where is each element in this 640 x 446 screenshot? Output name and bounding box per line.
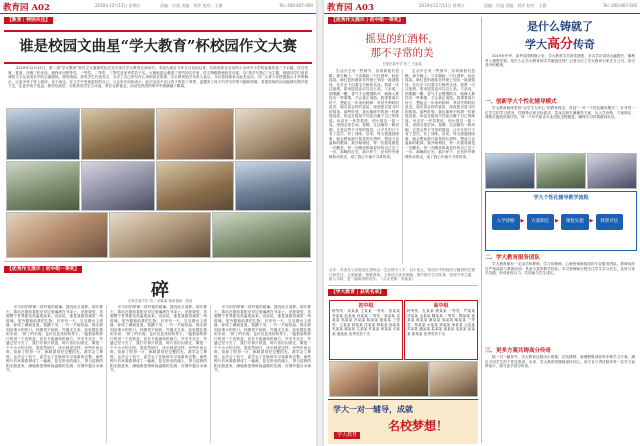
- page-header: [0, 0, 316, 14]
- essay-author: 石家庄某中学 初三 王某某: [382, 62, 422, 66]
- essay-col-1: 年少时的梦像一块玲珑的玻璃，透亮而又易碎。那年夏天，我站在窗前看阳光穿过玻璃洒在书桌上，光影斑驳，仿佛整个世界都变得温柔起来。母亲说，那是我最喜欢的一块玻璃，是外婆留给我的礼物。后来有一天，它从窗台上滑落，碎成了满地星星。我蹲下身，一片一片地捡起，指尖被划出细小的伤口，却感觉不到疼。外婆走过来，轻轻握住我的手说：“碎了的东西，也可以变成别的样子。”她把那些碎片收进一个旧铁盒，放在书架最高的地方。许多年过去，外婆已经不在了，我打开那只铁盒，碎片依旧闪着光，像是一个个小小的太阳。我忽然明白，成长就是这样，有些东西会碎，但碎了的每一片，都映着曾经完整的光。我学会了珍惜，也学会了放下，更学会了在破碎中寻找新的完整。那些碎片后来被我拼成了一幅画，挂在卧室的墙上，每当清晨的阳光照进来，满墙都是细碎而温暖的光斑，仿佛外婆从未离开。: [6, 305, 103, 372]
- essay-title-line-2: 那不寻常的美: [370, 47, 434, 59]
- essay-col-2: 生活中总有一些细节，容易被我们忽略。那天晚上，父亲端起一只红酒杯，轻轻摇晃，暗红色的液体在杯壁上划出一道道弧线，在灯光下闪着宝石般的光泽。我第一次注意到，原来摇晃也可以这么美。父亲说，酒要醒一醒，香气才会慢慢散开，就像人要经历一些事情，才会真正成熟。我望着那只杯子，想起这一年来的种种：考试失利时的沮丧，朋友误会时的委屈，深夜独自复习时的孤单。那些时刻，我也像杯中的酒一样被摇晃着，却也在摇晃中沉淀出属于自己的味道。母亲在一旁笑着说，别小看这一摇一晃，里面全是学问。是啊，生活哪有一帆风顺，正是这些不寻常的摇晃，让平凡的日子有了层次，有了回味。后来，每当我遇到困难，就会想起那只摇晃的红酒杯，想起父亲温和的眼神。我开始相信，每一次摇晃都是一次醒来，每一次醒来都离更好的自己近了一步。那晚的灯光，那只杯子，还有杯中缓缓转动的光，成了我心中最不寻常的美。: [405, 69, 475, 159]
- header-editor: 责编：付迪 美编：刘彦 校对：王静: [160, 3, 223, 8]
- flow-step: 效果评估: [596, 214, 624, 230]
- feature-text-1: 学大教育始终坚持“以学生为中心”的教育理念，首创“一对一个性化辅导模式”，针对每一位学生的学习情况、性格特点和目标需求，量身定制专属辅导方案。从入学诊断、方案制定、课程实施到效果评估，每一个环节都由专业团队全程跟进，确保学习效果落到实处。: [485, 106, 635, 119]
- essay-col-2: 年少时的梦像一块玲珑的玻璃，透亮而又易碎。那年夏天，我站在窗前看阳光穿过玻璃洒在书桌上，光影斑驳，仿佛整个世界都变得温柔起来。母亲说，那是我最喜欢的一块玻璃，是外婆留给我的礼物。后来有一天，它从窗台上滑落，碎成了满地星星。我蹲下身，一片一片地捡起，指尖被划出细小的伤口，却感觉不到疼。外婆走过来，轻轻握住我的手说：“碎了的东西，也可以变成别的样子。”她把那些碎片收进一个旧铁盒，放在书架最高的地方。许多年过去，外婆已经不在了，我打开那只铁盒，碎片依旧闪着光，像是一个个小小的太阳。我忽然明白，成长就是这样，有些东西会碎，但碎了的每一片，都映着曾经完整的光。我学会了珍惜，也学会了放下，更学会了在破碎中寻找新的完整。那些碎片后来被我拼成了一幅画，挂在卧室的墙上，每当清晨的阳光照进来，满墙都是细碎而温暖的光斑，仿佛外婆从未离开。: [110, 305, 207, 372]
- award-group-title: 初中组: [358, 303, 374, 309]
- flow-chart: [485, 191, 637, 251]
- essay-col-1: 生活中总有一些细节，容易被我们忽略。那天晚上，父亲端起一只红酒杯，轻轻摇晃，暗红色的液体在杯壁上划出一道道弧线，在灯光下闪着宝石般的光泽。我第一次注意到，原来摇晃也可以这么美。父亲说，酒要醒一醒，香气才会慢慢散开，就像人要经历一些事情，才会真正成熟。我望着那只杯子，想起这一年来的种种：考试失利时的沮丧，朋友误会时的委屈，深夜独自复习时的孤单。那些时刻，我也像杯中的酒一样被摇晃着，却也在摇晃中沉淀出属于自己的味道。母亲在一旁笑着说，别小看这一摇一晃，里面全是学问。是啊，生活哪有一帆风顺，正是这些不寻常的摇晃，让平凡的日子有了层次，有了回味。后来，每当我遇到困难，就会想起那只摇晃的红酒杯，想起父亲温和的眼神。我开始相信，每一次摇晃都是一次醒来，每一次醒来都离更好的自己近了一步。那晚的灯光，那只杯子，还有杯中缓缓转动的光，成了我心中最不寻常的美。: [329, 69, 399, 159]
- ad-slogan: 学大一对一辅导，成就: [333, 404, 413, 414]
- flow-chart-caption: 学大个性化辅导教学流程: [533, 195, 589, 201]
- intro-text: 2019年12月12日，第二届“学大教育”杯作文大赛颁奖仪式在石家庄学大教育总部举行。本届大赛自今年九月启动以来，共收到来自全市四十余所中小学的参赛作品三千余篇，经过初赛、复赛、决赛三轮评选，最终评出特等奖、一等奖、二等奖、三等奖及优秀奖若干名。大赛组委会邀请了省内知名作家、语文特级教师担任评委，以“我手写我心”为主题，鼓励同学们用真诚的文字记录成长中的点滴感悟。颁奖现场，获奖学生代表发言，分享了自己的写作心得和成长故事，学大教育相关负责人表示，今后将持续举办此类活动，为广大青少年搭建展示才华的舞台，让更多孩子爱上阅读、乐于表达，在文字中发现更好的自己。与会家长纷纷表示，此次活动不仅让孩子收获了荣誉，更激发了孩子们对写作的兴趣和热情，希望类似的活动能够长期开展下去，让更多孩子受益。颁奖结束后，全体获奖学生与评委、家长合影留念，活动在热烈的掌声中圆满落下帷幕。: [8, 66, 308, 88]
- photo-classroom-1: [485, 153, 535, 189]
- feature-text-3: 除一对一辅导外，学大教育还推出小班课、在线课程、寒暑假集训营等多种学习方案，满足不同学生的个性化需求。未来，学大教育将继续秉持初心，用专业与责任陪伴每一位学子追梦前行，续写更多高分传奇。: [485, 355, 635, 368]
- photo-ceremony-8: [235, 161, 311, 211]
- flow-arrow-icon: ▶: [520, 218, 525, 224]
- flow-steps: [492, 204, 630, 244]
- section-title: 教育园 A03: [327, 3, 374, 13]
- spread-gutter: [316, 0, 324, 446]
- header-date: 2019年12月13日 星期五: [95, 3, 141, 8]
- flow-step: 方案制定: [527, 214, 555, 230]
- feature-heading-2: 二、学大教育服务团队: [485, 255, 541, 261]
- photo-ceremony-7: [156, 161, 234, 211]
- photo-ceremony-11: [212, 212, 311, 258]
- feature-text-2: 学大教育拥有一支由学科教师、学习管理师、心理咨询师组成的专业服务团队。教师均经过严格选拔与系统培训，具备丰富的教学经验。学习管理师全程关注学生学习状态，及时与家长沟通，形成家校合力，共同助力学生成长。: [485, 262, 635, 275]
- essay-tag: 【优秀作文展示 | 初中组一等奖】: [4, 266, 82, 273]
- page-a03: [324, 0, 640, 446]
- header-editor: 责编：付迪 美编：刘彦 校对：王静: [484, 3, 547, 8]
- feature-title-line-1: 是什么铸就了: [527, 20, 593, 33]
- flow-arrow-icon: ▶: [589, 218, 594, 224]
- photo-ceremony-9: [6, 212, 108, 258]
- ad-highlight: 名校梦想！: [388, 419, 449, 433]
- photo-ceremony-2: [81, 108, 155, 160]
- essay-author: 石家庄某中学 初二 刘某某 指导老师：张某: [127, 299, 193, 303]
- essay-title: 碎: [151, 280, 169, 301]
- page-header: [324, 0, 640, 14]
- photo-ceremony-3: [156, 108, 234, 160]
- header-date: 2019年12月13日 星期五: [419, 3, 465, 8]
- header-phone: Tel: 400-667-000: [279, 3, 313, 8]
- essay-col-3: 年少时的梦像一块玲珑的玻璃，透亮而又易碎。那年夏天，我站在窗前看阳光穿过玻璃洒在书桌上，光影斑驳，仿佛整个世界都变得温柔起来。母亲说，那是我最喜欢的一块玻璃，是外婆留给我的礼物。后来有一天，它从窗台上滑落，碎成了满地星星。我蹲下身，一片一片地捡起，指尖被划出细小的伤口，却感觉不到疼。外婆走过来，轻轻握住我的手说：“碎了的东西，也可以变成别的样子。”她把那些碎片收进一个旧铁盒，放在书架最高的地方。许多年过去，外婆已经不在了，我打开那只铁盒，碎片依旧闪着光，像是一个个小小的太阳。我忽然明白，成长就是这样，有些东西会碎，但碎了的每一片，都映着曾经完整的光。我学会了珍惜，也学会了放下，更学会了在破碎中寻找新的完整。那些碎片后来被我拼成了一幅画，挂在卧室的墙上，每当清晨的阳光照进来，满墙都是细碎而温暖的光斑，仿佛外婆从未离开。: [214, 305, 311, 372]
- section-title: 教育园 A02: [3, 3, 50, 13]
- essay-comment: 点评：作者从父亲摇晃红酒杯这一生活细节入手，以小见大，将成长中的挫折与醒酒的过程巧妙类比，立意新颖，情感真挚。文章语言优美流畅，细节描写生动传神，结尾升华主题，耐人寻味，是一篇难得的佳作。（点评老师：李某某）: [329, 268, 475, 281]
- award-box-senior: [404, 300, 478, 360]
- photo-winner-2: [379, 361, 429, 397]
- divider: [4, 261, 312, 262]
- ad-brand: 学大教育: [334, 432, 360, 439]
- ad-banner[interactable]: [328, 399, 478, 444]
- essay-tag: 【优秀作文展示 | 初中组一等奖】: [328, 17, 406, 24]
- headline: 谁是校园文曲星“学大教育”杯校园作文大赛: [4, 30, 312, 64]
- feature-heading-3: 三、更多方案共铸高分传奇: [485, 348, 552, 354]
- award-box-junior: [329, 300, 403, 360]
- award-group-list: 特等奖：刘某某 王某某 一等奖：张某某 李某某 赵某某 孙某某 二等奖：周某某 吴某某 郑某某 冯某某 陈某某 褚某某 三等奖：卫某某 蒋某某 沈某某 韩某某 杨某某 朱某某 秦某某 尤某某 许某某 何某某 吕某某 施某某 优秀奖若干名: [332, 309, 400, 336]
- award-group-title: 高中组: [433, 303, 449, 309]
- photo-ceremony-1: [6, 108, 80, 160]
- feature-intro: 2019年中考、高考成绩相继公布，学大教育学员再传捷报，多名学员成绩大幅提升，顺利考入理想学校。是什么让学大教育的学员屡创佳绩？记者走访了学大教育石家庄分公司，探寻其中的秘密。: [485, 54, 635, 67]
- flow-step: 入学诊断: [492, 214, 520, 230]
- feature-heading-1: 一、创新学大个性化辅导模式: [485, 99, 557, 105]
- award-tag: 【学大教育 | 获奖名单】: [328, 289, 387, 296]
- photo-ceremony-4: [235, 108, 311, 160]
- photo-winner-3: [429, 361, 478, 397]
- flow-step: 课程实施: [561, 214, 589, 230]
- photo-ceremony-6: [81, 161, 155, 211]
- photo-ceremony-10: [109, 212, 211, 258]
- photo-classroom-2: [536, 153, 586, 189]
- flow-arrow-icon: ▶: [555, 218, 559, 224]
- photo-classroom-3: [587, 153, 637, 189]
- photo-winner-1: [329, 361, 379, 397]
- section-tag: 【教育｜特别关注】: [4, 17, 53, 24]
- page-a02: [0, 0, 316, 446]
- award-group-list: 特等奖：孔某某 曹某某 一等奖：严某某 华某某 金某某 魏某某 二等奖：陶某某 姜某某 戚某某 谢某某 邹某某 喻某某 三等奖：柏某某 水某某 窦某某 章某某 云某某 苏某某 潘某某 葛某某 奚某某 范某某 彭某某 郎某某 优秀奖若干名: [407, 309, 475, 336]
- photo-ceremony-5: [6, 161, 80, 211]
- essay-title-line-1: 摇晃的红酒杯，: [365, 33, 439, 45]
- feature-title-line-2: 学大高分传奇: [524, 37, 595, 52]
- header-phone: Tel: 400-667-000: [603, 3, 637, 8]
